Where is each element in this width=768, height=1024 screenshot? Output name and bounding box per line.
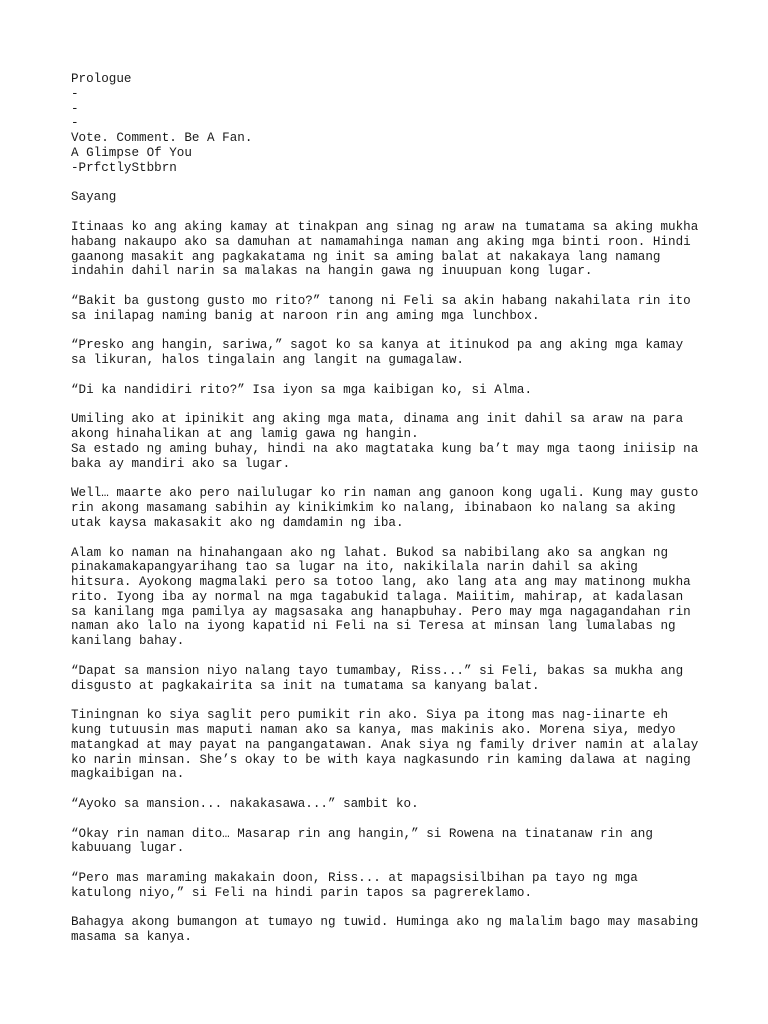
paragraph-line: kung tutuusin mas maputi naman ako sa kanya, mas makinis ako. Morena siya, medyo [71, 723, 676, 738]
paragraph-line: sa kanilang mga pamilya ay magsasaka ang hanapbuhay. Pero may mga nagagandahan rin [71, 604, 691, 619]
paragraph [71, 664, 741, 694]
paragraph-line: hitsura. Ayokong magmalaki pero sa totoo lang, ako lang ata ang may matinong mukha [71, 575, 691, 590]
paragraph [71, 383, 741, 398]
story-header [71, 72, 741, 176]
paragraph-line: utak kaysa makasakit ako ng damdamin ng iba. [71, 515, 404, 530]
paragraph-line: Itinaas ko ang aking kamay at tinakpan ang sinag ng araw na tumatama sa aking mukha [71, 219, 699, 234]
paragraph-line: Tiningnan ko siya saglit pero pumikit rin ako. Siya pa itong mas nag-iinarte eh [71, 708, 669, 723]
paragraph-line: ko narin minsan. She’s okay to be with kaya nagkasundo rin kaming dalawa at naging [71, 752, 691, 767]
paragraph-line: masama sa kanya. [71, 930, 192, 945]
paragraph-line: naman ako lalo na iyong kapatid ni Feli na si Teresa at minsan lang lumalabas ng [71, 619, 676, 634]
chapter-label: Prologue [71, 72, 132, 86]
paragraph [71, 871, 741, 901]
paragraph-line: “Pero mas maraming makakain doon, Riss... at mapagsisilbihan pa tayo ng mga [71, 871, 638, 886]
paragraph-line: Well… maarte ako pero nailulugar ko rin naman ang ganoon kong ugali. Kung may gusto [71, 486, 699, 501]
paragraph-line: matangkad at may payat na pangangatawan. Anak siya ng family driver namin at alalay [71, 737, 699, 752]
paragraph-line: sa inilapag naming banig at naroon rin ang aming mga lunchbox. [71, 308, 540, 323]
paragraph-line: “Bakit ba gustong gusto mo rito?” tanong ni Feli sa akin habang nakahilata rin ito [71, 293, 691, 308]
paragraph-line: gaanong masakit ang pagkakatama ng init sa aming balat at nakakaya lang namang [71, 249, 661, 264]
call-to-action: Vote. Comment. Be A Fan. [71, 131, 253, 146]
paragraph-line: habang nakaupo ako sa damuhan at namamahinga naman ang aking mga binti roon. Hindi [71, 234, 691, 249]
separator-line: - [71, 86, 79, 101]
separator-line: - [71, 116, 79, 131]
author-name: -PrfctlyStbbrn [71, 160, 177, 175]
paragraph-line: sa likuran, halos tingalain ang langit na gumagalaw. [71, 353, 464, 368]
paragraph [71, 915, 741, 945]
paragraph-line: “Okay rin naman dito… Masarap rin ang hangin,” si Rowena na tinatanaw rin ang [71, 826, 653, 841]
paragraph-line: “Ayoko sa mansion... nakakasawa...” sambit ko. [71, 797, 419, 812]
paragraph-line: baka ay mandiri ako sa lugar. [71, 456, 291, 471]
paragraph-line: kabuuang lugar. [71, 841, 185, 856]
paragraph [71, 797, 741, 812]
body-text [71, 220, 741, 945]
paragraph-line: katulong niyo,” si Feli na hindi parin tapos sa pagrereklamo. [71, 885, 533, 900]
paragraph-line: rin akong masamang sabihin ay kinikimkim ko nalang, ibinabaon ko nalang sa aking [71, 501, 676, 516]
paragraph-line: kanilang bahay. [71, 634, 185, 649]
document-page [71, 72, 741, 960]
section-title-block [71, 190, 741, 205]
paragraph [71, 546, 741, 650]
paragraph-line: pinakamakapangyarihang tao sa lugar na ito, nakikilala narin dahil sa aking [71, 560, 638, 575]
paragraph [71, 294, 741, 324]
paragraph-line: Sa estado ng aming buhay, hindi na ako magtataka kung ba’t may mga taong iniisip na [71, 441, 699, 456]
paragraph [71, 220, 741, 279]
paragraph [71, 412, 741, 471]
paragraph-line: disgusto at pagkakairita sa init na tumatama sa kanyang balat. [71, 678, 540, 693]
separator-line: - [71, 101, 79, 116]
paragraph-line: rito. Iyong iba ay normal na mga tagabukid talaga. Maiitim, mahirap, at kadalasan [71, 589, 684, 604]
paragraph-line: “Presko ang hangin, sariwa,” sagot ko sa kanya at itinukod pa ang aking mga kamay [71, 338, 684, 353]
paragraph [71, 827, 741, 857]
story-title: A Glimpse Of You [71, 145, 192, 160]
paragraph-line: “Di ka nandidiri rito?” Isa iyon sa mga kaibigan ko, si Alma. [71, 382, 533, 397]
paragraph [71, 708, 741, 782]
paragraph-line: “Dapat sa mansion niyo nalang tayo tumambay, Riss...” si Feli, bakas sa mukha ang [71, 663, 684, 678]
paragraph-line: akong hinahalikan at ang lamig gawa ng hangin. [71, 427, 419, 442]
paragraph [71, 338, 741, 368]
paragraph-line: Alam ko naman na hinahangaan ako ng lahat. Bukod sa nabibilang ako sa angkan ng [71, 545, 669, 560]
paragraph-line: Bahagya akong bumangon at tumayo ng tuwid. Huminga ako ng malalim bago may masabing [71, 915, 699, 930]
paragraph [71, 486, 741, 530]
paragraph-line: magkaibigan na. [71, 767, 185, 782]
paragraph-line: indahin dahil narin sa malakas na hangin gawa ng inuupuan kong lugar. [71, 264, 593, 279]
paragraph-line: Umiling ako at ipinikit ang aking mga mata, dinama ang init dahil sa araw na para [71, 412, 684, 427]
section-title: Sayang [71, 190, 117, 205]
